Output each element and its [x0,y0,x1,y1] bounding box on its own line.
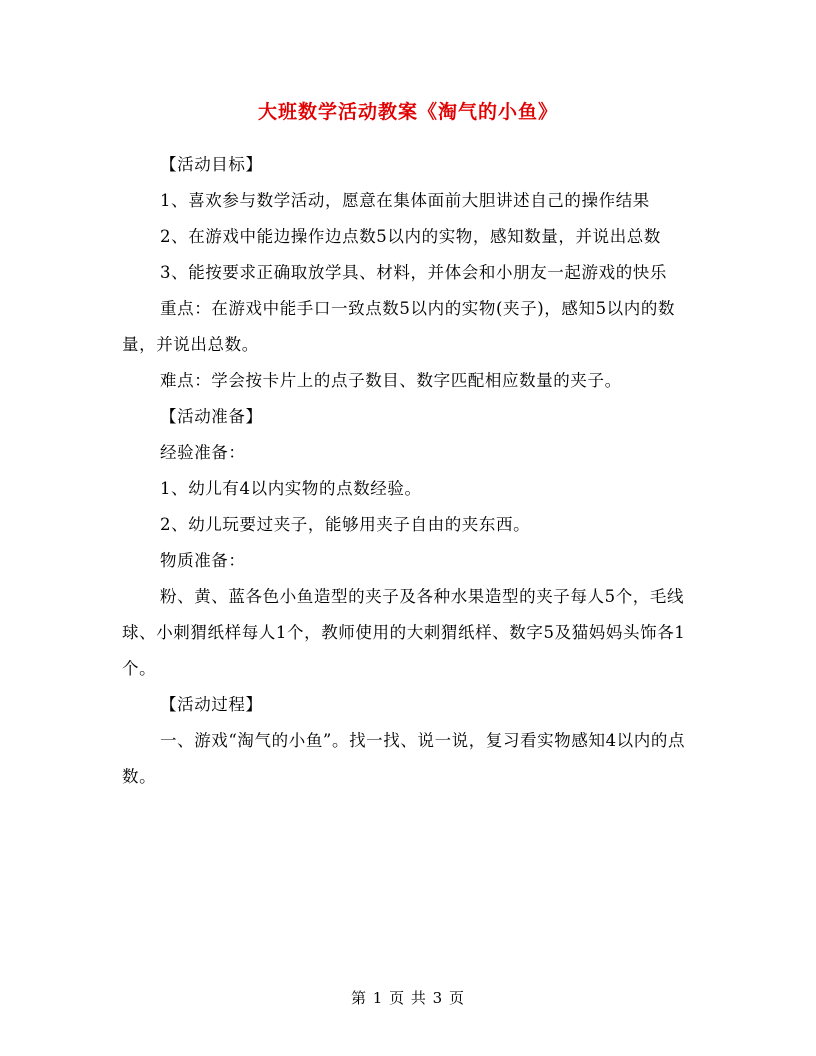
key-point: 重点：在游戏中能手口一致点数5以内的实物(夹子)，感知5以内的数量，并说出总数。 [122,299,676,354]
goal-item-1: 1、喜欢参与数学活动，愿意在集体面前大胆讲述自己的操作结果 [160,191,650,210]
goal-item-2: 2、在游戏中能边操作边点数5以内的实物，感知数量，并说出总数 [160,227,661,246]
document-body [122,147,694,795]
heading-activity-process: 【活动过程】 [160,695,263,714]
difficult-point: 难点：学会按卡片上的点子数目、数字匹配相应数量的夹子。 [160,371,622,390]
experience-preparation-label: 经验准备： [160,443,246,462]
document-title: 大班数学活动教案《淘气的小鱼》 [257,101,558,123]
experience-item-1: 1、幼儿有4以内实物的点数经验。 [160,479,422,498]
experience-item-2: 2、幼儿玩要过夹子，能够用夹子自由的夹东西。 [160,515,531,534]
material-list: 粉、黄、蓝各色小鱼造型的夹子及各种水果造型的夹子每人5个，毛线球、小刺猬纸样每人1个，教师使用的大刺猬纸样、数字5及猫妈妈头饰各1个。 [122,587,686,678]
heading-activity-preparation: 【活动准备】 [160,407,263,426]
material-preparation-label: 物质准备： [160,551,246,570]
process-step-1: 一、游戏“淘气的小鱼”。找一找、说一说，复习看实物感知4以内的点数。 [122,731,686,786]
heading-activity-goals: 【活动目标】 [160,155,263,174]
page-footer: 第 1 页 共 3 页 [351,989,465,1007]
goal-item-3: 3、能按要求正确取放学具、材料，并体会和小朋友一起游戏的快乐 [160,263,667,282]
